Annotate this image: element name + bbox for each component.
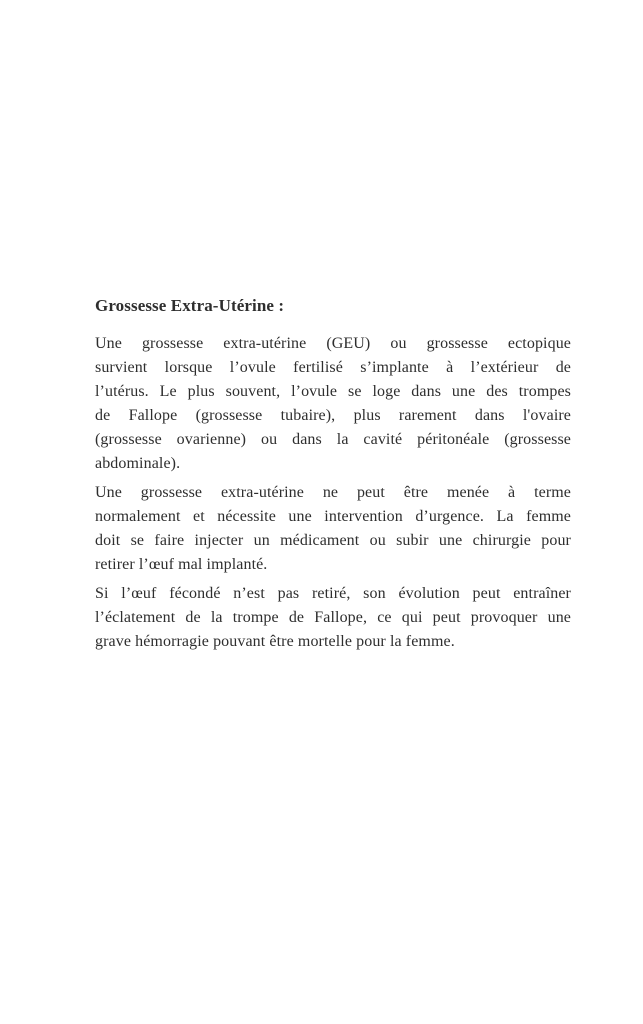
paragraph [95,332,571,476]
text-line: Une grossesse extra-utérine (GEU) ou grossesse ectopique [95,335,571,352]
text-line: de Fallope (grossesse tubaire), plus rarement dans l'ovaire [95,407,571,424]
text-line: Une grossesse extra-utérine ne peut être menée à terme [95,484,571,501]
text-line: (grossesse ovarienne) ou dans la cavité péritonéale (grossesse [95,431,571,448]
text-line: survient lorsque l’ovule fertilisé s’implante à l’extérieur de [95,359,571,376]
text-line: l’utérus. Le plus souvent, l’ovule se loge dans une des trompes [95,383,571,400]
text-line: retirer l’œuf mal implanté. [95,556,268,573]
text-line: doit se faire injecter un médicament ou subir une chirurgie pour [95,532,571,549]
text-line: abdominale). [95,455,181,472]
paragraph [95,582,571,654]
text-line: normalement et nécessite une intervention d’urgence. La femme [95,508,571,525]
text-line: grave hémorragie pouvant être mortelle pour la femme. [95,633,455,650]
text-line: l’éclatement de la trompe de Fallope, ce qui peut provoquer une [95,609,571,626]
section-heading: Grossesse Extra-Utérine : [95,296,285,315]
paragraph [95,481,571,577]
text-line: Si l’œuf fécondé n’est pas retiré, son évolution peut entraîner [95,585,571,602]
text-block [95,294,571,659]
